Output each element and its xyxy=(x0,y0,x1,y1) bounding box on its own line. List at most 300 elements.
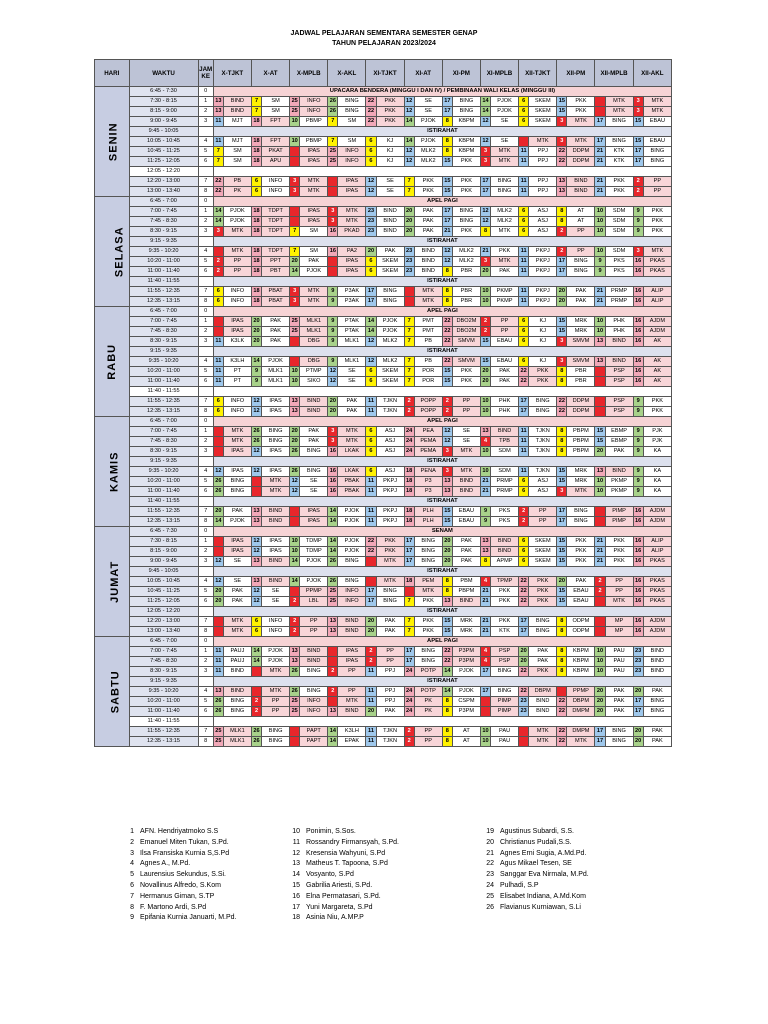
teacher-number: 3 xyxy=(328,207,338,217)
teacher-number: 3 xyxy=(557,337,567,347)
lesson-row xyxy=(95,737,672,747)
jam-ke xyxy=(198,457,213,467)
teacher-number: 16 xyxy=(633,367,643,377)
teacher-number: 7 xyxy=(290,227,300,237)
teacher-number: 26 xyxy=(328,577,338,587)
subject-code: PJOK xyxy=(491,107,519,117)
teacher-number: 9 xyxy=(328,327,338,337)
day-label xyxy=(95,637,130,747)
ceremony-row xyxy=(95,197,672,207)
subject-code: PAK xyxy=(643,687,671,697)
teacher-number: 14 xyxy=(442,667,452,677)
subject-code: BIND xyxy=(643,667,671,677)
subject-code: ASJ xyxy=(376,467,404,477)
legend-number: 11 xyxy=(292,838,300,846)
subject-code: SE xyxy=(223,577,251,587)
ceremony-banner: APEL PAGI xyxy=(213,307,671,317)
subject-code: KJ xyxy=(376,137,404,147)
jam-ke: 1 xyxy=(198,537,213,547)
jam-ke: 5 xyxy=(198,147,213,157)
teacher-number: 20 xyxy=(442,557,452,567)
break-row xyxy=(95,677,672,687)
subject-code: BIND xyxy=(452,487,480,497)
subject-code: PJOK xyxy=(376,327,404,337)
legend-entry xyxy=(122,859,292,870)
time-slot: 6:45 - 7:00 xyxy=(129,637,198,647)
subject-code: SDM xyxy=(605,217,633,227)
teacher-number: 3 xyxy=(557,487,567,497)
lesson-row xyxy=(95,217,672,227)
subject-code: SIKO xyxy=(300,377,328,387)
teacher-number: 22 xyxy=(366,97,376,107)
teacher-number: 18 xyxy=(251,257,261,267)
subject-code: PKK xyxy=(376,537,404,547)
teacher-number xyxy=(290,147,300,157)
teacher-number: 10 xyxy=(290,537,300,547)
time-slot: 8:15 - 9:00 xyxy=(129,107,198,117)
teacher-number: 12 xyxy=(290,487,300,497)
subject-code: PAK xyxy=(414,207,442,217)
teacher-number: 22 xyxy=(366,107,376,117)
teacher-number: 20 xyxy=(595,707,605,717)
break-row xyxy=(95,127,672,137)
teacher-number: 14 xyxy=(328,517,338,527)
subject-code: IPAS xyxy=(300,157,328,167)
subject-code: PKK xyxy=(529,377,557,387)
subject-code: PKMP xyxy=(605,487,633,497)
subject-code: AK xyxy=(643,367,671,377)
teacher-number: 12 xyxy=(290,477,300,487)
jam-ke: 6 xyxy=(198,157,213,167)
teacher-number: 13 xyxy=(595,357,605,367)
teacher-number: 8 xyxy=(557,667,567,677)
subject-code: SKEM xyxy=(529,97,557,107)
teacher-number: 14 xyxy=(328,737,338,747)
subject-code: ASJ xyxy=(529,217,557,227)
subject-code: BING xyxy=(567,267,595,277)
subject-code: MTK xyxy=(338,217,366,227)
subject-code: MTK xyxy=(223,617,251,627)
teacher-number: 26 xyxy=(290,687,300,697)
subject-code: BING xyxy=(605,117,633,127)
teacher-number: 21 xyxy=(480,597,490,607)
subject-code: KBPM xyxy=(567,667,595,677)
time-slot: 10:20 - 11:00 xyxy=(129,257,198,267)
time-slot: 8:30 - 9:15 xyxy=(129,667,198,677)
subject-code: ODPM xyxy=(567,627,595,637)
subject-code: SMVM xyxy=(452,357,480,367)
teacher-number: 12 xyxy=(442,427,452,437)
subject-code: BING xyxy=(376,597,404,607)
teacher-number: 17 xyxy=(366,287,376,297)
subject-code: DDPM xyxy=(567,157,595,167)
subject-code: PJOK xyxy=(414,117,442,127)
subject-code: MTK xyxy=(414,297,442,307)
subject-code: PAU xyxy=(491,727,519,737)
jam-ke: 8 xyxy=(198,517,213,527)
teacher-number: 17 xyxy=(519,407,529,417)
subject-code: KJ xyxy=(376,147,404,157)
lesson-row xyxy=(95,537,672,547)
teacher-number: 10 xyxy=(290,367,300,377)
teacher-number: 21 xyxy=(595,297,605,307)
subject-code: PAK xyxy=(414,217,442,227)
jam-ke: 3 xyxy=(198,337,213,347)
teacher-number: 17 xyxy=(519,627,529,637)
subject-code: PKK xyxy=(452,367,480,377)
subject-code: PP xyxy=(223,257,251,267)
teacher-number: 9 xyxy=(595,257,605,267)
teacher-number: 9 xyxy=(328,287,338,297)
teacher-number: 6 xyxy=(366,367,376,377)
teacher-number: 3 xyxy=(442,467,452,477)
jam-ke: 2 xyxy=(198,217,213,227)
teacher-number: 17 xyxy=(633,707,643,717)
jam-ke: 8 xyxy=(198,297,213,307)
teacher-number: 11 xyxy=(519,187,529,197)
subject-code: SM xyxy=(300,227,328,237)
teacher-number xyxy=(213,627,223,637)
jam-ke: 0 xyxy=(198,87,213,97)
teacher-number: 2 xyxy=(213,267,223,277)
subject-code: TJKN xyxy=(529,437,557,447)
subject-code: SKEM xyxy=(529,547,557,557)
teacher-number: 23 xyxy=(519,697,529,707)
teacher-number: 15 xyxy=(557,537,567,547)
jam-ke: 0 xyxy=(198,417,213,427)
teacher-number: 7 xyxy=(213,147,223,157)
teacher-number: 6 xyxy=(519,477,529,487)
teacher-number: 20 xyxy=(251,317,261,327)
subject-code: PKK xyxy=(452,177,480,187)
teacher-number: 17 xyxy=(404,647,414,657)
subject-code: PAK xyxy=(567,297,595,307)
teacher-number: 6 xyxy=(519,107,529,117)
time-slot: 9:15 - 9:35 xyxy=(129,347,198,357)
subject-code: POR xyxy=(414,367,442,377)
subject-code: PIMP xyxy=(605,507,633,517)
subject-code: PPJ xyxy=(376,687,404,697)
jam-ke: 8 xyxy=(198,737,213,747)
subject-code: PKS xyxy=(605,267,633,277)
teacher-number: 13 xyxy=(290,397,300,407)
subject-code: POPP xyxy=(414,397,442,407)
subject-code: EBAU xyxy=(643,117,671,127)
teacher-number: 14 xyxy=(328,507,338,517)
subject-code: PJOK xyxy=(338,537,366,547)
time-slot: 11:25 - 12:05 xyxy=(129,157,198,167)
ceremony-row xyxy=(95,87,672,97)
subject-code: BING xyxy=(262,737,290,747)
lesson-row xyxy=(95,297,672,307)
subject-code: MRK xyxy=(567,467,595,477)
subject-code: PKK xyxy=(452,377,480,387)
legend-number: 22 xyxy=(486,860,494,868)
subject-code: SKEM xyxy=(529,557,557,567)
teacher-number: 22 xyxy=(557,697,567,707)
teacher-number: 11 xyxy=(519,467,529,477)
legend-entry xyxy=(122,870,292,881)
jam-ke: 7 xyxy=(198,287,213,297)
teacher-number: 2 xyxy=(404,397,414,407)
legend-teacher-name: Rossandry Firmansyah, S.Pd. xyxy=(306,838,399,846)
subject-code: INFO xyxy=(262,627,290,637)
teacher-number: 18 xyxy=(404,487,414,497)
teacher-number: 9 xyxy=(633,427,643,437)
subject-code: PKK xyxy=(529,577,557,587)
subject-code: PKK xyxy=(414,617,442,627)
subject-code: PP xyxy=(643,187,671,197)
subject-code: DBPM xyxy=(529,687,557,697)
subject-code: BING xyxy=(529,407,557,417)
teacher-number: 9 xyxy=(633,437,643,447)
teacher-number: 6 xyxy=(519,357,529,367)
legend-entry xyxy=(122,903,292,914)
subject-code: PBR xyxy=(452,297,480,307)
teacher-number: 15 xyxy=(633,137,643,147)
subject-code: MLK1 xyxy=(338,357,366,367)
subject-code: PKK xyxy=(491,587,519,597)
teacher-number xyxy=(290,587,300,597)
teacher-number xyxy=(251,487,261,497)
jam-ke: 0 xyxy=(198,307,213,317)
teacher-number: 8 xyxy=(480,227,490,237)
subject-code: PP xyxy=(414,727,442,737)
teacher-number: 21 xyxy=(480,627,490,637)
subject-code: AK xyxy=(643,377,671,387)
time-slot: 7:30 - 8:15 xyxy=(129,97,198,107)
subject-code: PP xyxy=(262,697,290,707)
subject-code: EBMP xyxy=(605,437,633,447)
subject-code: KA xyxy=(643,467,671,477)
teacher-number: 22 xyxy=(442,357,452,367)
subject-code: BIND xyxy=(262,507,290,517)
teacher-number: 13 xyxy=(290,657,300,667)
time-slot: 11:55 - 12:35 xyxy=(129,397,198,407)
subject-code: EBAU xyxy=(452,507,480,517)
lesson-row xyxy=(95,97,672,107)
time-slot: 9:35 - 10:20 xyxy=(129,357,198,367)
legend-entry xyxy=(122,827,292,838)
teacher-number: 10 xyxy=(595,657,605,667)
subject-code: BING xyxy=(452,107,480,117)
teacher-number: 9 xyxy=(480,517,490,527)
subject-code: PKK xyxy=(605,547,633,557)
teacher-number: 6 xyxy=(519,97,529,107)
teacher-number: 9 xyxy=(328,337,338,347)
teacher-number: 20 xyxy=(404,207,414,217)
teacher-number: 14 xyxy=(404,117,414,127)
subject-code: IPAS xyxy=(262,447,290,457)
teacher-number: 15 xyxy=(557,547,567,557)
break-row xyxy=(95,237,672,247)
subject-code: PKK xyxy=(605,177,633,187)
subject-code: SKEM xyxy=(376,377,404,387)
subject-code: PKK xyxy=(414,627,442,637)
subject-code: BIND xyxy=(529,707,557,717)
teacher-number: 11 xyxy=(519,297,529,307)
subject-code: DDPM xyxy=(567,147,595,157)
subject-code: BING xyxy=(338,577,366,587)
subject-code: KTK xyxy=(605,157,633,167)
subject-code: INFO xyxy=(300,97,328,107)
subject-code: MTK xyxy=(338,697,366,707)
subject-code: AK xyxy=(643,357,671,367)
time-slot: 8:30 - 9:15 xyxy=(129,337,198,347)
subject-code: PP xyxy=(376,657,404,667)
jam-ke: 8 xyxy=(198,407,213,417)
subject-code: PBMP xyxy=(300,137,328,147)
subject-code: KJ xyxy=(529,327,557,337)
teacher-number: 11 xyxy=(519,257,529,267)
teacher-number: 10 xyxy=(480,467,490,477)
subject-code: BIND xyxy=(376,207,404,217)
legend-teacher-name: Agus Mikael Tesen, SE xyxy=(500,860,572,868)
teacher-number: 25 xyxy=(290,97,300,107)
teacher-number: 6 xyxy=(519,227,529,237)
jam-ke: 1 xyxy=(198,97,213,107)
teacher-number: 9 xyxy=(633,217,643,227)
teacher-number: 24 xyxy=(404,427,414,437)
teacher-number: 12 xyxy=(328,367,338,377)
subject-code: ODPM xyxy=(567,617,595,627)
teacher-number: 8 xyxy=(557,647,567,657)
teacher-number: 11 xyxy=(213,377,223,387)
subject-code: PRMP xyxy=(605,287,633,297)
teacher-number: 13 xyxy=(290,647,300,657)
subject-code: PAK xyxy=(452,547,480,557)
teacher-number: 11 xyxy=(519,147,529,157)
schedule-table xyxy=(94,59,672,747)
subject-code: PK xyxy=(414,707,442,717)
teacher-number: 25 xyxy=(213,737,223,747)
legend-teacher-name: Christianus Pudali,S.S. xyxy=(500,838,572,846)
subject-code: MTK xyxy=(262,687,290,697)
teacher-number: 2 xyxy=(519,517,529,527)
teacher-number: 15 xyxy=(442,517,452,527)
subject-code: PP xyxy=(567,247,595,257)
subject-code: BING xyxy=(300,687,328,697)
teacher-number: 16 xyxy=(633,377,643,387)
legend-teacher-name: Pulhadi, S.P xyxy=(500,881,539,889)
teacher-number: 14 xyxy=(290,557,300,567)
subject-code: MRK xyxy=(452,627,480,637)
teacher-number: 7 xyxy=(251,97,261,107)
jam-ke: 0 xyxy=(198,197,213,207)
teacher-number: 14 xyxy=(328,547,338,557)
teacher-number: 2 xyxy=(633,187,643,197)
subject-code: PJOK xyxy=(338,507,366,517)
subject-code: AT xyxy=(567,207,595,217)
teacher-number: 10 xyxy=(290,547,300,557)
teacher-number: 13 xyxy=(213,687,223,697)
subject-code: PKPJ xyxy=(529,247,557,257)
subject-code: DBG xyxy=(300,357,328,367)
teacher-number: 15 xyxy=(557,107,567,117)
subject-code: SE xyxy=(338,377,366,387)
subject-code: PHK xyxy=(605,327,633,337)
subject-code: PP xyxy=(262,707,290,717)
time-slot: 11:00 - 11:40 xyxy=(129,377,198,387)
subject-code: BING xyxy=(491,667,519,677)
legend-teacher-name: Gabrilia Ariesti, S.Pd. xyxy=(306,881,373,889)
time-slot: 12:35 - 13:15 xyxy=(129,737,198,747)
teacher-number: 7 xyxy=(404,337,414,347)
subject-code: IPAS xyxy=(338,177,366,187)
lesson-row xyxy=(95,727,672,737)
legend-teacher-name: Yuni Margareta, S.Pd xyxy=(306,903,373,911)
teacher-number: 15 xyxy=(557,467,567,477)
subject-code: PKK xyxy=(452,157,480,167)
subject-code: MTK xyxy=(605,597,633,607)
teacher-number: 13 xyxy=(251,507,261,517)
subject-code: BIND xyxy=(605,357,633,367)
teacher-number: 17 xyxy=(633,157,643,167)
subject-code: PMT xyxy=(414,327,442,337)
legend-number: 14 xyxy=(292,871,300,879)
teacher-number: 7 xyxy=(328,137,338,147)
subject-code: PAK xyxy=(338,397,366,407)
time-slot: 12:05 - 12:20 xyxy=(129,167,198,177)
teacher-number: 21 xyxy=(480,487,490,497)
teacher-number: 14 xyxy=(366,327,376,337)
teacher-number: 20 xyxy=(366,617,376,627)
teacher-number: 3 xyxy=(328,427,338,437)
subject-code: TDPT xyxy=(262,247,290,257)
subject-code: PKPJ xyxy=(529,267,557,277)
legend-number: 26 xyxy=(486,903,494,911)
jam-ke xyxy=(198,127,213,137)
legend-entry xyxy=(288,913,458,924)
subject-code: PAK xyxy=(300,257,328,267)
teacher-number: 12 xyxy=(251,547,261,557)
subject-code: TJKN xyxy=(529,467,557,477)
teacher-number: 22 xyxy=(366,117,376,127)
ceremony-banner: SENAM xyxy=(213,527,671,537)
subject-code: POTP xyxy=(414,687,442,697)
lesson-row xyxy=(95,397,672,407)
subject-code: SE xyxy=(491,137,519,147)
lesson-row xyxy=(95,437,672,447)
subject-code: KBPM xyxy=(452,137,480,147)
teacher-number: 6 xyxy=(366,447,376,457)
subject-code: TDPT xyxy=(262,207,290,217)
subject-code: POTP xyxy=(414,667,442,677)
teacher-number: 11 xyxy=(366,407,376,417)
teacher-number: 9 xyxy=(328,357,338,367)
subject-code: MTK xyxy=(262,477,290,487)
legend-number: 10 xyxy=(292,828,300,835)
teacher-number: 17 xyxy=(480,687,490,697)
teacher-number: 10 xyxy=(595,317,605,327)
subject-code: PA2 xyxy=(338,247,366,257)
subject-code: BIND xyxy=(452,477,480,487)
break-banner: ISTIRAHAT xyxy=(213,237,671,247)
teacher-number: 14 xyxy=(213,517,223,527)
subject-code: IPAS xyxy=(262,397,290,407)
day-name: SABTU xyxy=(109,670,122,713)
subject-code: BING xyxy=(300,467,328,477)
subject-code: MP xyxy=(605,617,633,627)
teacher-number: 15 xyxy=(557,477,567,487)
legend-entry xyxy=(482,849,652,860)
subject-code: PJOK xyxy=(491,97,519,107)
teacher-number: 26 xyxy=(328,97,338,107)
teacher-number: 20 xyxy=(328,407,338,417)
teacher-number: 17 xyxy=(404,537,414,547)
subject-code: PAK xyxy=(376,627,404,637)
jam-ke: 4 xyxy=(198,247,213,257)
